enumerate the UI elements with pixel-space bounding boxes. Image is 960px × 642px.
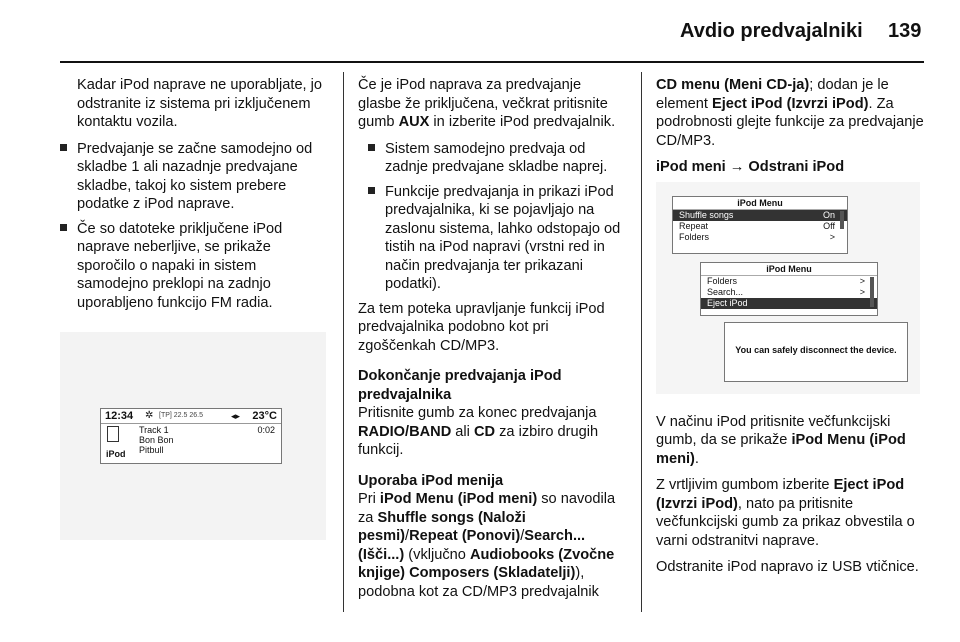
settings-gear-icon: ✲ <box>145 410 154 421</box>
menu-name: Eject iPod (Izvrzi iPod) <box>711 95 869 112</box>
menu-row-label: Search... <box>707 287 744 297</box>
chevron-right-icon: > <box>829 232 835 242</box>
text-run: Z vrtljivim gumbom izberite <box>656 477 834 493</box>
menu-path: iPod meni → Odstrani iPod <box>656 159 845 175</box>
ipod-menu-screen <box>700 262 878 316</box>
column-divider-2 <box>641 72 642 612</box>
menu-row-folders[interactable] <box>673 232 847 243</box>
elapsed-time: 0:02 <box>257 425 275 435</box>
cd-button-name: CD <box>473 423 496 440</box>
eject-paragraph <box>656 476 926 550</box>
menu-row-label: Repeat <box>679 221 709 231</box>
radio-display-screen <box>100 408 282 464</box>
text-run: / <box>405 528 410 544</box>
header-divider <box>60 61 924 63</box>
bullet-item <box>368 140 628 177</box>
menu-name: Search... (Išči...) <box>358 528 586 563</box>
menu-name: iPod Menu (iPod meni) <box>656 432 906 467</box>
text-run: Pritisnite gumb za konec predvajanja <box>358 405 597 421</box>
radio-display-figure <box>60 332 326 540</box>
outside-temperature: 23°C <box>252 410 277 422</box>
radio-band-button-name: RADIO/BAND <box>358 423 452 440</box>
ipod-device-icon <box>107 426 119 442</box>
ipod-disconnect-screen <box>724 322 908 382</box>
page-number: 139 <box>888 20 922 42</box>
menu-row-eject[interactable] <box>701 298 877 309</box>
bullet-item <box>368 183 628 294</box>
text-run: ; dodan je le element <box>656 77 889 112</box>
bullet-square-icon <box>368 144 375 151</box>
bullet-item <box>60 220 330 313</box>
column-2 <box>358 76 628 609</box>
menu-title: iPod Menu <box>701 263 877 276</box>
ipod-source-label: iPod <box>106 449 126 459</box>
artist-name: Pitbull <box>139 445 164 455</box>
end-playback-paragraph <box>358 404 628 460</box>
column-1 <box>60 76 330 318</box>
intro-paragraph: Kadar iPod naprave ne uporabljate, jo odstranite iz sistema pri izključenem kontaktu vozila. <box>77 77 323 130</box>
menu-row-label: Folders <box>679 232 710 242</box>
track-info <box>139 425 174 455</box>
menu-title: iPod Menu <box>673 197 847 210</box>
clock-time: 12:34 <box>105 410 134 422</box>
bullet-item <box>60 140 330 214</box>
text-run: Če je iPod naprava za predvajanje glasbe že priključena, večkrat pritisnite gumb <box>358 77 608 130</box>
text-run: (vključno <box>404 546 470 563</box>
bullet-text: Predvajanje se začne samodejno od skladbe 1 ali nazadnje predvajane skladbe, takoj ko sistem prebere podatke z iPod naprave. <box>77 140 313 212</box>
menu-row-value: Off <box>823 221 835 231</box>
ipod-menu-figure <box>656 182 920 394</box>
text-run: V načinu iPod pritisnite večfunkcijski gumb, da se prikaže <box>656 413 891 448</box>
menu-name: Shuffle songs (Naloži pesmi) <box>358 509 526 544</box>
chevron-right-icon: > <box>859 287 865 297</box>
chevron-right-icon: > <box>859 276 865 286</box>
text-run: za izbiro drugih funkcij. <box>358 423 599 458</box>
ipod-menu-screen <box>672 196 848 254</box>
scrollbar[interactable] <box>840 211 844 229</box>
disconnect-message: You can safely disconnect the device. <box>735 345 897 355</box>
text-run: so navodila za <box>358 491 616 526</box>
menu-row-shuffle[interactable] <box>673 210 847 221</box>
cd-menu-paragraph <box>656 76 926 150</box>
aux-paragraph <box>358 76 628 132</box>
ipod-menu-paragraph <box>656 413 926 469</box>
text-run: , nato pa pritisnite večfunkcijski gumb za prikaz obvestila o varni odstranitvi naprave. <box>656 495 915 549</box>
page-header <box>0 0 960 62</box>
text-run: in izberite iPod predvajalnik. <box>429 114 616 130</box>
bullet-text: Sistem samodejno predvaja od zadnje predvajane skladbe naprej. <box>385 140 608 175</box>
menu-name: Eject iPod (Izvrzi iPod) <box>656 477 905 512</box>
column-divider-1 <box>343 72 344 612</box>
menu-row-repeat[interactable] <box>673 221 847 232</box>
bullet-text: Funkcije predvajanja in prikazi iPod predvajalnika, ki se pojavljajo na zaslonu sistema, lahko odstopajo od tistih na iPod napravi (vrstni red in način predvajanja ter prikazani podatki). <box>385 183 621 292</box>
menu-name: Audiobooks (Zvočne knjige) Composers (Skladatelji) <box>358 546 615 581</box>
text-run: . Za podrobnosti glejte funkcije za predvajanje CD/MP3. <box>656 95 924 149</box>
control-paragraph: Za tem poteka upravljanje funkcij iPod predvajalnika podobno kot pri zgoščenkah CD/MP3. <box>358 300 605 354</box>
menu-name: iPod Menu (iPod meni) <box>379 491 538 507</box>
text-run: / <box>520 528 525 544</box>
track-title: Track 1 <box>139 425 169 435</box>
menu-row-search[interactable] <box>701 287 877 298</box>
menu-row-label: Folders <box>707 276 738 286</box>
aux-button-name: AUX <box>398 114 430 130</box>
album-name: Bon Bon <box>139 435 174 445</box>
bullet-square-icon <box>60 224 67 231</box>
section-heading: Dokončanje predvajanja iPod predvajalnika <box>358 368 562 403</box>
menu-row-label: Eject iPod <box>707 298 748 308</box>
section-title: Avdio predvajalniki <box>680 20 863 42</box>
menu-usage-paragraph <box>358 490 628 601</box>
status-indicators: [TP] 22.5 26.5 <box>159 412 203 419</box>
menu-row-value: On <box>822 210 835 220</box>
text-run: ali <box>451 423 474 440</box>
remove-paragraph: Odstranite iPod napravo iz USB vtičnice. <box>656 559 919 575</box>
section-heading: Uporaba iPod menija <box>358 472 504 489</box>
audio-arrows-icon: ◂▸ <box>231 411 241 421</box>
bullet-square-icon <box>368 187 375 194</box>
text-run: . <box>694 450 699 467</box>
radio-status-bar <box>101 409 281 424</box>
menu-row-label: Shuffle songs <box>679 210 734 220</box>
text-run: ), podobna kot za CD/MP3 predvajalnik <box>358 565 599 600</box>
menu-name: Repeat (Ponovi) <box>409 528 521 544</box>
bullet-square-icon <box>60 144 67 151</box>
bullet-text: Če so datoteke priključene iPod naprave neberljive, se prikaže sporočilo o napaki in sistem samodejno preklopi na zadnjo uporabljeno funkcijo FM radia. <box>77 220 283 311</box>
menu-row-folders[interactable] <box>701 276 877 287</box>
text-run: Pri <box>358 491 380 507</box>
menu-name: CD menu (Meni CD-ja) <box>656 77 810 93</box>
scrollbar[interactable] <box>870 277 874 307</box>
